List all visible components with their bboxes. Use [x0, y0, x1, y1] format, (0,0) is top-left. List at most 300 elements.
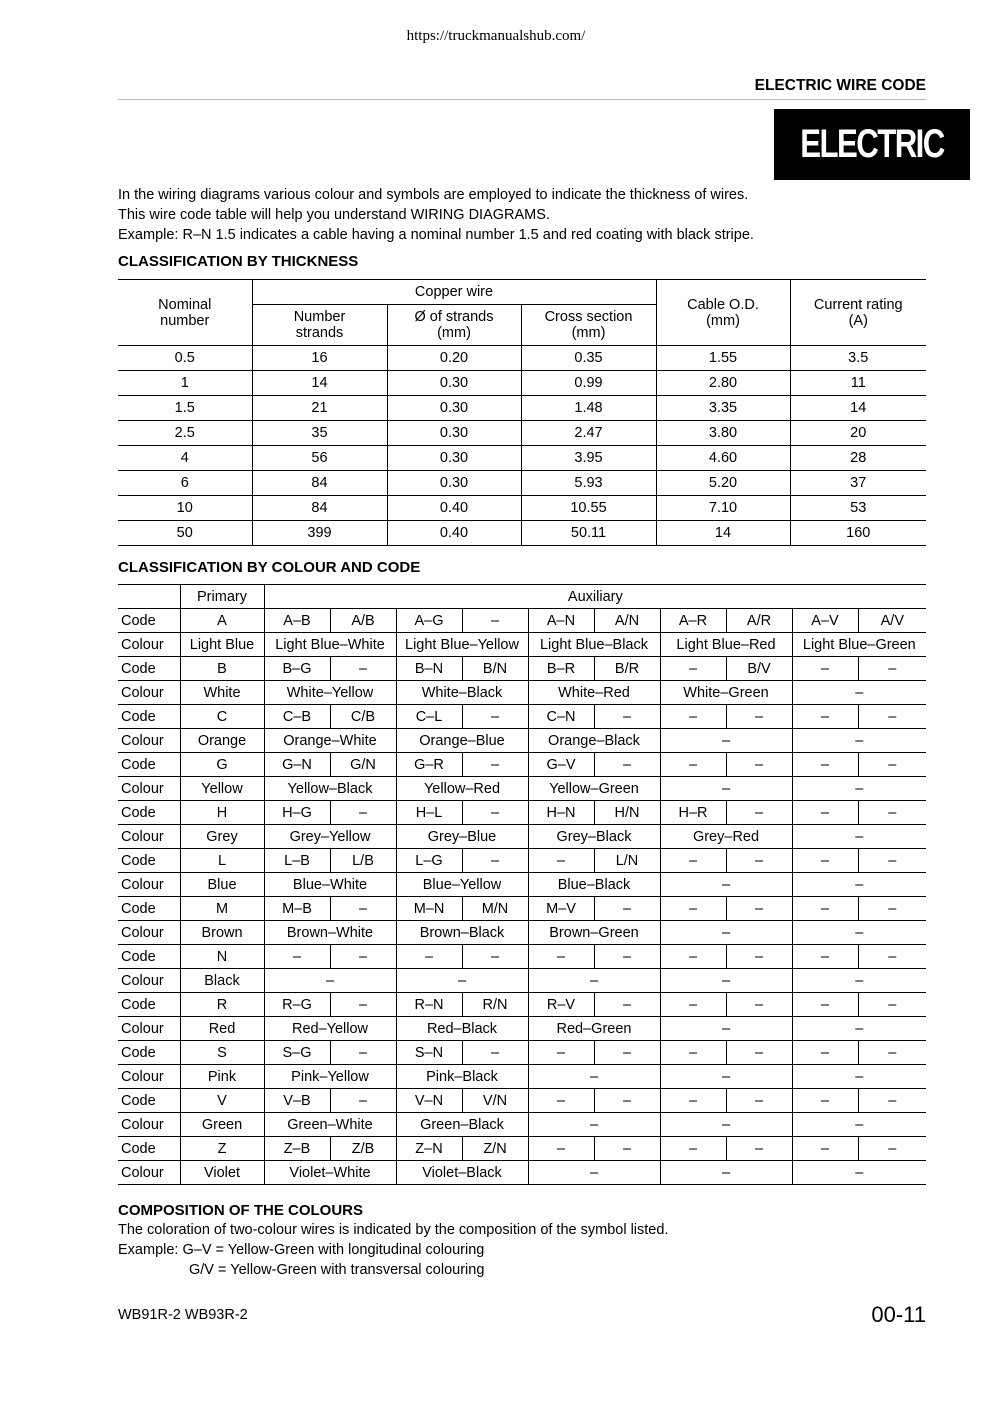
code-cell: L/N — [594, 849, 660, 873]
code-cell: – — [660, 945, 726, 969]
code-cell: – — [330, 801, 396, 825]
code-cell: A–N — [528, 609, 594, 633]
code-label: Code — [118, 753, 180, 777]
colour-cell: – — [792, 921, 926, 945]
code-cell: – — [594, 753, 660, 777]
code-cell: B/R — [594, 657, 660, 681]
thickness-cell: 50 — [118, 521, 252, 546]
code-cell: – — [792, 1041, 858, 1065]
thickness-cell: 3.5 — [790, 346, 926, 371]
colour-cell: – — [792, 681, 926, 705]
header-cross-section — [521, 305, 656, 346]
code-label: Code — [118, 993, 180, 1017]
code-cell: C/B — [330, 705, 396, 729]
code-row — [118, 705, 926, 729]
code-cell: – — [726, 1137, 792, 1161]
colour-cell: Violet–White — [264, 1161, 396, 1185]
colour-cell: Violet — [180, 1161, 264, 1185]
auxiliary-header: Auxiliary — [264, 585, 926, 609]
code-label: Code — [118, 705, 180, 729]
colour-label: Colour — [118, 1161, 180, 1185]
page-number: 00-11 — [871, 1302, 926, 1327]
colour-cell: – — [528, 969, 660, 993]
code-cell: V–N — [396, 1089, 462, 1113]
colour-cell: – — [264, 969, 396, 993]
code-cell: – — [462, 705, 528, 729]
composition-text — [118, 1220, 668, 1280]
colour-row — [118, 1161, 926, 1185]
code-cell: – — [528, 1041, 594, 1065]
code-cell: – — [726, 753, 792, 777]
code-cell: C — [180, 705, 264, 729]
code-label: Code — [118, 801, 180, 825]
intro-line: Example: R–N 1.5 indicates a cable having a nominal number 1.5 and red coating with black stripe. — [118, 227, 754, 243]
colour-label: Colour — [118, 1065, 180, 1089]
code-cell: – — [792, 945, 858, 969]
thickness-cell: 0.30 — [387, 371, 521, 396]
code-cell: H–N — [528, 801, 594, 825]
intro-line: In the wiring diagrams various colour and symbols are employed to indicate the thickness of wires. — [118, 187, 749, 203]
code-cell: – — [858, 945, 926, 969]
colour-label: Colour — [118, 921, 180, 945]
code-cell: G — [180, 753, 264, 777]
colour-cell: Brown — [180, 921, 264, 945]
code-cell: S–N — [396, 1041, 462, 1065]
code-cell: – — [396, 945, 462, 969]
colour-cell: Brown–Green — [528, 921, 660, 945]
chapter-badge-label: ELECTRIC — [800, 122, 944, 166]
colour-cell: – — [660, 1017, 792, 1041]
code-cell: S–G — [264, 1041, 330, 1065]
code-cell: – — [528, 1089, 594, 1113]
code-cell: – — [792, 801, 858, 825]
code-cell: B–G — [264, 657, 330, 681]
code-cell: – — [462, 609, 528, 633]
colour-row — [118, 1017, 926, 1041]
header-line: (mm) — [706, 312, 740, 329]
code-cell: – — [726, 1041, 792, 1065]
code-cell: – — [792, 1137, 858, 1161]
colour-label: Colour — [118, 825, 180, 849]
thickness-row — [118, 346, 926, 371]
header-line: number — [160, 312, 210, 329]
thickness-cell: 28 — [790, 446, 926, 471]
colour-cell: – — [792, 1017, 926, 1041]
thickness-cell: 3.35 — [656, 396, 790, 421]
colour-cell: Green–White — [264, 1113, 396, 1137]
code-cell: Z/N — [462, 1137, 528, 1161]
thickness-table — [118, 279, 926, 546]
code-cell: B–R — [528, 657, 594, 681]
code-cell: B/N — [462, 657, 528, 681]
colour-cell: – — [660, 777, 792, 801]
colour-cell: Green — [180, 1113, 264, 1137]
thickness-row — [118, 421, 926, 446]
code-label: Code — [118, 849, 180, 873]
code-cell: – — [594, 1137, 660, 1161]
code-cell: A–B — [264, 609, 330, 633]
code-cell: – — [858, 657, 926, 681]
code-cell: A — [180, 609, 264, 633]
code-cell: – — [792, 1089, 858, 1113]
header-line: (mm) — [437, 325, 471, 341]
code-cell: R–N — [396, 993, 462, 1017]
code-cell: G–N — [264, 753, 330, 777]
colour-cell: Pink–Black — [396, 1065, 528, 1089]
code-cell: – — [858, 753, 926, 777]
colour-cell: Orange–Black — [528, 729, 660, 753]
colour-cell: Grey–Red — [660, 825, 792, 849]
colour-cell: Blue–White — [264, 873, 396, 897]
footer-models: WB91R-2 WB93R-2 — [118, 1307, 248, 1323]
thickness-cell: 50.11 — [521, 521, 656, 546]
colour-cell: Orange–Blue — [396, 729, 528, 753]
code-cell: – — [594, 945, 660, 969]
code-cell: – — [528, 1137, 594, 1161]
colour-cell: – — [792, 969, 926, 993]
colour-row — [118, 729, 926, 753]
thickness-cell: 3.95 — [521, 446, 656, 471]
colour-cell: – — [660, 729, 792, 753]
code-cell: L–G — [396, 849, 462, 873]
thickness-cell: 0.30 — [387, 471, 521, 496]
colour-label: Colour — [118, 681, 180, 705]
code-cell: – — [462, 849, 528, 873]
code-label: Code — [118, 657, 180, 681]
code-cell: – — [858, 705, 926, 729]
code-cell: Z–N — [396, 1137, 462, 1161]
thickness-cell: 0.99 — [521, 371, 656, 396]
code-cell: – — [792, 897, 858, 921]
thickness-cell: 160 — [790, 521, 926, 546]
header-current-rating — [790, 280, 926, 346]
colour-row — [118, 633, 926, 657]
colour-cell: Light Blue — [180, 633, 264, 657]
colour-title: CLASSIFICATION BY COLOUR AND CODE — [118, 559, 421, 576]
code-cell: A/R — [726, 609, 792, 633]
code-row — [118, 657, 926, 681]
thickness-cell: 56 — [252, 446, 387, 471]
code-cell: – — [858, 849, 926, 873]
composition-example: Example: G–V = Yellow-Green with longitudinal colouring — [118, 1242, 485, 1258]
thickness-cell: 53 — [790, 496, 926, 521]
header-line: (mm) — [571, 325, 606, 341]
thickness-cell: 1.5 — [118, 396, 252, 421]
code-cell: H/N — [594, 801, 660, 825]
code-row — [118, 801, 926, 825]
colour-cell: Light Blue–Yellow — [396, 633, 528, 657]
code-cell: H–R — [660, 801, 726, 825]
thickness-cell: 10 — [118, 496, 252, 521]
header-line: Current rating — [813, 296, 903, 313]
colour-row — [118, 921, 926, 945]
colour-cell: Light Blue–Black — [528, 633, 660, 657]
code-cell: M–V — [528, 897, 594, 921]
code-cell: – — [858, 897, 926, 921]
thickness-cell: 3.80 — [656, 421, 790, 446]
header-line: Ø of strands — [414, 309, 494, 325]
code-cell: R — [180, 993, 264, 1017]
thickness-cell: 7.10 — [656, 496, 790, 521]
colour-cell: – — [792, 1113, 926, 1137]
colour-cell: – — [792, 825, 926, 849]
code-cell: G–R — [396, 753, 462, 777]
primary-header: Primary — [180, 585, 264, 609]
colour-cell: Brown–Black — [396, 921, 528, 945]
code-cell: – — [726, 849, 792, 873]
code-row — [118, 993, 926, 1017]
thickness-cell: 4.60 — [656, 446, 790, 471]
code-cell: L — [180, 849, 264, 873]
intro-line: This wire code table will help you understand WIRING DIAGRAMS. — [118, 207, 550, 223]
code-cell: – — [792, 849, 858, 873]
code-cell: – — [792, 753, 858, 777]
thickness-cell: 0.30 — [387, 396, 521, 421]
header-number-strands — [252, 305, 387, 346]
colour-row — [118, 1065, 926, 1089]
code-label: Code — [118, 897, 180, 921]
colour-cell: – — [660, 921, 792, 945]
colour-cell: – — [792, 873, 926, 897]
colour-label: Colour — [118, 729, 180, 753]
code-cell: R–V — [528, 993, 594, 1017]
colour-cell: Light Blue–White — [264, 633, 396, 657]
colour-row — [118, 681, 926, 705]
colour-label: Colour — [118, 777, 180, 801]
header-copper-wire: Copper wire — [252, 280, 656, 305]
code-cell: L–B — [264, 849, 330, 873]
thickness-title: CLASSIFICATION BY THICKNESS — [118, 253, 359, 270]
code-label: Code — [118, 609, 180, 633]
thickness-cell: 0.40 — [387, 496, 521, 521]
colour-cell: – — [792, 729, 926, 753]
header-line: Cross section — [544, 309, 633, 325]
composition-line: The coloration of two-colour wires is indicated by the composition of the symbol listed. — [118, 1222, 669, 1238]
code-cell: – — [330, 657, 396, 681]
colour-label: Colour — [118, 969, 180, 993]
code-cell: – — [660, 849, 726, 873]
thickness-cell: 0.30 — [387, 421, 521, 446]
code-row — [118, 609, 926, 633]
code-cell: – — [726, 801, 792, 825]
code-cell: – — [594, 705, 660, 729]
code-cell: G/N — [330, 753, 396, 777]
thickness-cell: 5.20 — [656, 471, 790, 496]
code-cell: C–B — [264, 705, 330, 729]
colour-cell: Violet–Black — [396, 1161, 528, 1185]
colour-cell: – — [792, 1161, 926, 1185]
code-cell: A/V — [858, 609, 926, 633]
colour-table — [118, 584, 926, 1185]
colour-label: Colour — [118, 1017, 180, 1041]
header-line: strands — [295, 325, 344, 341]
colour-cell: Red–Yellow — [264, 1017, 396, 1041]
code-cell: M/N — [462, 897, 528, 921]
code-cell: V–B — [264, 1089, 330, 1113]
code-cell: – — [660, 705, 726, 729]
colour-cell: Light Blue–Green — [792, 633, 926, 657]
thickness-cell: 0.30 — [387, 446, 521, 471]
colour-cell: – — [660, 873, 792, 897]
composition-example: G/V = Yellow-Green with transversal colouring — [189, 1262, 485, 1278]
colour-cell: – — [528, 1113, 660, 1137]
code-cell: A–R — [660, 609, 726, 633]
code-cell: – — [330, 993, 396, 1017]
header-line: Nominal — [158, 296, 212, 313]
code-cell: – — [660, 753, 726, 777]
colour-cell: Yellow — [180, 777, 264, 801]
thickness-cell: 10.55 — [521, 496, 656, 521]
code-cell: A–G — [396, 609, 462, 633]
colour-cell: Orange–White — [264, 729, 396, 753]
code-cell: – — [594, 897, 660, 921]
code-cell: B — [180, 657, 264, 681]
thickness-cell: 14 — [656, 521, 790, 546]
code-cell: – — [660, 657, 726, 681]
colour-cell: Yellow–Green — [528, 777, 660, 801]
code-cell: – — [792, 993, 858, 1017]
thickness-cell: 2.80 — [656, 371, 790, 396]
header-line: Cable O.D. — [687, 296, 759, 313]
code-cell: – — [726, 705, 792, 729]
code-cell: R/N — [462, 993, 528, 1017]
code-cell: M — [180, 897, 264, 921]
code-cell: L/B — [330, 849, 396, 873]
code-cell: B/V — [726, 657, 792, 681]
code-cell: – — [330, 1041, 396, 1065]
colour-cell: Yellow–Red — [396, 777, 528, 801]
header-divider — [118, 99, 926, 100]
colour-cell: White–Yellow — [264, 681, 396, 705]
thickness-cell: 0.35 — [521, 346, 656, 371]
thickness-cell: 0.5 — [118, 346, 252, 371]
thickness-cell: 0.20 — [387, 346, 521, 371]
thickness-cell: 0.40 — [387, 521, 521, 546]
code-cell: V — [180, 1089, 264, 1113]
colour-cell: White — [180, 681, 264, 705]
colour-cell: Grey–Black — [528, 825, 660, 849]
code-cell: – — [528, 849, 594, 873]
code-cell: – — [792, 657, 858, 681]
thickness-row — [118, 396, 926, 421]
composition-title: COMPOSITION OF THE COLOURS — [118, 1202, 364, 1219]
code-cell: H–G — [264, 801, 330, 825]
colour-cell: White–Green — [660, 681, 792, 705]
thickness-cell: 2.47 — [521, 421, 656, 446]
colour-cell: Red–Black — [396, 1017, 528, 1041]
code-row — [118, 753, 926, 777]
colour-label: Colour — [118, 633, 180, 657]
colour-cell: Grey–Yellow — [264, 825, 396, 849]
code-row — [118, 1041, 926, 1065]
colour-label: Colour — [118, 1113, 180, 1137]
thickness-cell: 20 — [790, 421, 926, 446]
thickness-cell: 4 — [118, 446, 252, 471]
colour-cell: – — [660, 1065, 792, 1089]
code-label: Code — [118, 945, 180, 969]
colour-row — [118, 873, 926, 897]
code-cell: Z/B — [330, 1137, 396, 1161]
colour-cell: – — [528, 1161, 660, 1185]
code-cell: C–L — [396, 705, 462, 729]
code-label: Code — [118, 1041, 180, 1065]
thickness-cell: 21 — [252, 396, 387, 421]
code-cell: – — [462, 1041, 528, 1065]
code-row — [118, 1089, 926, 1113]
code-cell: – — [858, 993, 926, 1017]
code-cell: – — [726, 897, 792, 921]
colour-cell: – — [660, 969, 792, 993]
code-cell: – — [660, 1089, 726, 1113]
colour-cell: – — [528, 1065, 660, 1089]
thickness-cell: 1 — [118, 371, 252, 396]
code-cell: S — [180, 1041, 264, 1065]
header-line: (A) — [848, 312, 868, 329]
colour-cell: White–Red — [528, 681, 660, 705]
code-cell: H–L — [396, 801, 462, 825]
header-nominal — [118, 280, 252, 346]
code-cell: – — [660, 993, 726, 1017]
colour-cell: – — [660, 1113, 792, 1137]
code-cell: – — [330, 1089, 396, 1113]
colour-row — [118, 969, 926, 993]
code-label: Code — [118, 1137, 180, 1161]
thickness-cell: 14 — [252, 371, 387, 396]
thickness-row — [118, 446, 926, 471]
code-cell: – — [726, 945, 792, 969]
colour-cell: – — [660, 1161, 792, 1185]
code-cell: – — [462, 753, 528, 777]
colour-cell: White–Black — [396, 681, 528, 705]
colour-cell: Grey — [180, 825, 264, 849]
thickness-cell: 35 — [252, 421, 387, 446]
code-cell: A/N — [594, 609, 660, 633]
colour-row — [118, 825, 926, 849]
header-strand-diameter — [387, 305, 521, 346]
header-cable-od — [656, 280, 790, 346]
intro-text — [118, 185, 926, 245]
thickness-cell: 399 — [252, 521, 387, 546]
code-label: Code — [118, 1089, 180, 1113]
colour-cell: Blue — [180, 873, 264, 897]
colour-cell: Brown–White — [264, 921, 396, 945]
colour-cell: Pink–Yellow — [264, 1065, 396, 1089]
code-cell: – — [594, 1041, 660, 1065]
colour-label: Colour — [118, 873, 180, 897]
code-cell: M–N — [396, 897, 462, 921]
thickness-cell: 37 — [790, 471, 926, 496]
thickness-cell: 84 — [252, 471, 387, 496]
code-cell: – — [264, 945, 330, 969]
colour-cell: Blue–Yellow — [396, 873, 528, 897]
code-cell: A–V — [792, 609, 858, 633]
corner-cell — [118, 585, 180, 609]
colour-cell: – — [396, 969, 528, 993]
code-cell: – — [858, 1041, 926, 1065]
code-cell: G–V — [528, 753, 594, 777]
code-row — [118, 849, 926, 873]
thickness-row — [118, 471, 926, 496]
thickness-cell: 6 — [118, 471, 252, 496]
thickness-row — [118, 496, 926, 521]
code-cell: V/N — [462, 1089, 528, 1113]
colour-cell: Grey–Blue — [396, 825, 528, 849]
source-url[interactable]: https://truckmanualshub.com/ — [406, 28, 586, 44]
code-cell: R–G — [264, 993, 330, 1017]
header-line: Number — [293, 309, 346, 325]
code-cell: C–N — [528, 705, 594, 729]
code-cell: – — [330, 945, 396, 969]
